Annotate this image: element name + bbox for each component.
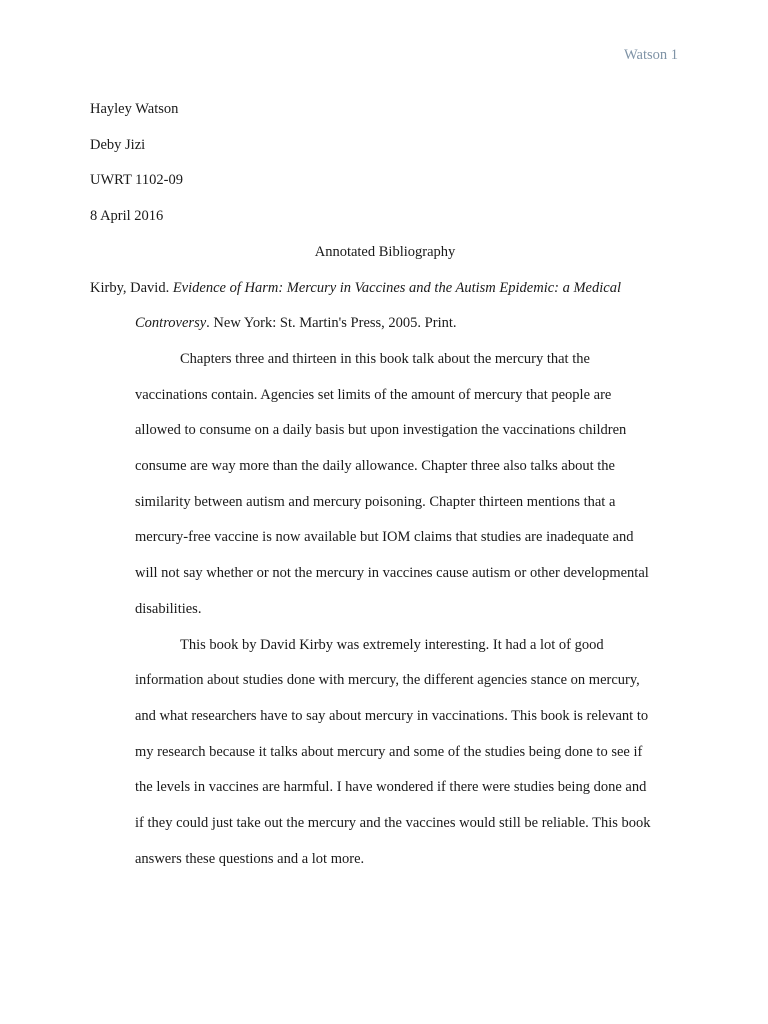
- citation-title-part-2: Controversy: [135, 315, 207, 332]
- paragraph-2-line-2: information about studies done with mercury, the different agencies stance on mercury,: [135, 672, 640, 689]
- citation-author: Kirby, David.: [90, 279, 173, 296]
- citation-title-part-1: Evidence of Harm: Mercury in Vaccines and the Autism Epidemic: a Medical: [172, 279, 621, 296]
- student-name: Hayley Watson: [90, 101, 179, 117]
- paragraph-2-line-4: my research because it talks about mercury and some of the studies being done to see if: [135, 743, 643, 760]
- paragraph-1-line-2: vaccinations contain. Agencies set limits of the amount of mercury that people are: [135, 386, 612, 403]
- paragraph-1-line-8: disabilities.: [135, 600, 202, 617]
- paragraph-1-line-5: similarity between autism and mercury poisoning. Chapter thirteen mentions that a: [135, 493, 616, 510]
- paragraph-2-line-3: and what researchers have to say about mercury in vaccinations. This book is relevant to: [135, 707, 649, 724]
- paragraph-2-line-5: the levels in vaccines are harmful. I have wondered if there were studies being done and: [135, 779, 647, 796]
- document-title: Annotated Bibliography: [314, 243, 456, 260]
- citation-publication: . New York: St. Martin's Press, 2005. Print.: [206, 315, 457, 332]
- paragraph-1-line-4: consume are way more than the daily allowance. Chapter three also talks about the: [135, 458, 615, 475]
- paragraph-1-line-7: will not say whether or not the mercury in vaccines cause autism or other developmental: [135, 565, 649, 582]
- paragraph-1-line-1: Chapters three and thirteen in this book talk about the mercury that the: [180, 350, 590, 367]
- paragraph-2-line-7: answers these questions and a lot more.: [135, 850, 365, 867]
- document-body: [90, 92, 680, 877]
- citation-line-1: [90, 271, 680, 307]
- paragraph-1-line-3: allowed to consume on a daily basis but upon investigation the vaccinations children: [135, 422, 627, 439]
- paragraph-2-line-1: This book by David Kirby was extremely interesting. It had a lot of good: [180, 636, 604, 653]
- running-head: Watson 1: [623, 47, 678, 63]
- instructor-name: Deby Jizi: [90, 136, 146, 153]
- citation-line-2: [90, 306, 680, 342]
- course-code: UWRT 1102-09: [90, 172, 183, 189]
- paragraph-2-line-6: if they could just take out the mercury and the vaccines would still be reliable. This book: [135, 815, 651, 832]
- document-date: 8 April 2016: [90, 208, 164, 225]
- paragraph-1-line-6: mercury-free vaccine is now available but IOM claims that studies are inadequate and: [135, 529, 634, 546]
